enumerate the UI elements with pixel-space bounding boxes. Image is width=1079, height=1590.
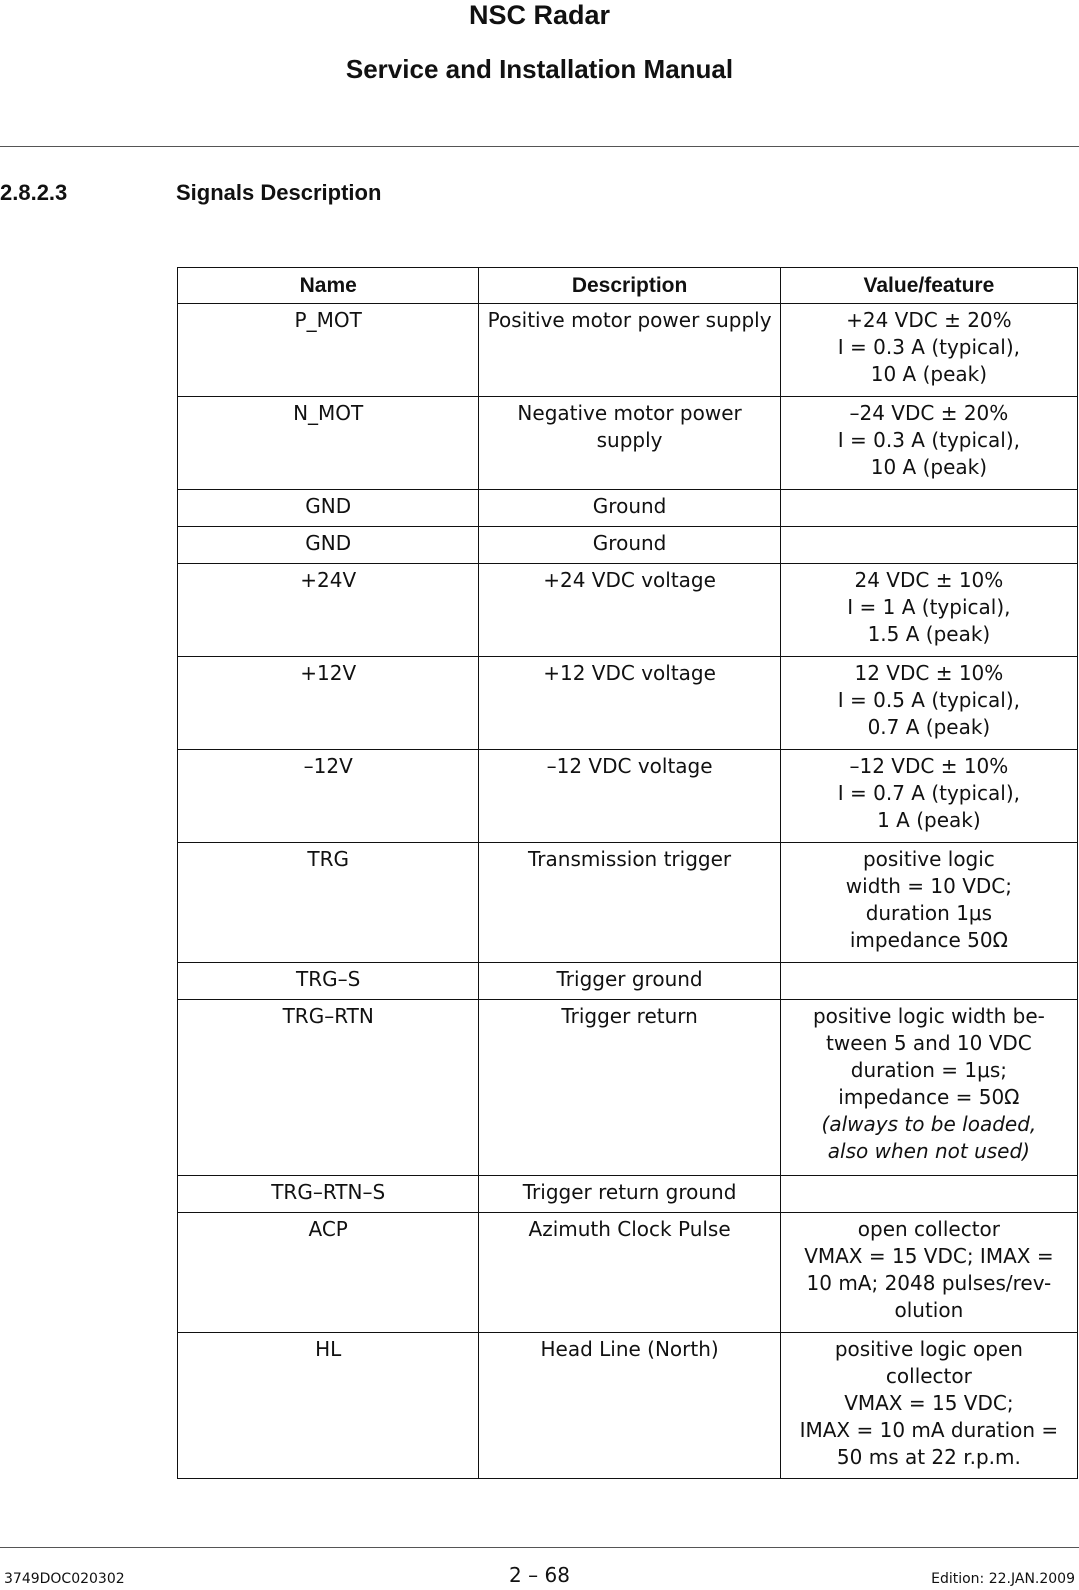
signal-name: TRG–S	[178, 963, 479, 1000]
signal-value-line: VMAX = 15 VDC;	[844, 1391, 1014, 1415]
signal-value-line: open collector	[857, 1217, 1000, 1241]
signal-value	[780, 963, 1077, 1000]
signal-value-line: positive logic open	[834, 1337, 1023, 1361]
signal-name: –12V	[178, 750, 479, 843]
signal-value	[780, 843, 1077, 963]
table-row	[178, 843, 1078, 963]
column-header-value: Value/feature	[780, 268, 1077, 304]
signal-description: Azimuth Clock Pulse	[479, 1213, 780, 1333]
signal-value-line: +24 VDC ± 20%	[846, 308, 1012, 332]
signal-value-line: –12 VDC ± 10%	[849, 754, 1009, 778]
signal-value-line: 50 ms at 22 r.p.m.	[836, 1445, 1021, 1469]
signal-name: +12V	[178, 657, 479, 750]
page-number: 2 – 68	[509, 1563, 570, 1587]
footer-divider	[0, 1547, 1079, 1548]
signal-name: ACP	[178, 1213, 479, 1333]
signal-name: HL	[178, 1333, 479, 1479]
signals-table-body	[178, 304, 1078, 1479]
signal-value-line: 1 A (peak)	[877, 808, 981, 832]
edition-date: Edition: 22.JAN.2009	[931, 1571, 1075, 1587]
signal-value	[780, 490, 1077, 527]
signal-value-line: 1.5 A (peak)	[867, 622, 991, 646]
table-row	[178, 657, 1078, 750]
signal-description: Negative motor power supply	[479, 397, 780, 490]
signal-name: TRG–RTN–S	[178, 1176, 479, 1213]
signal-description: +24 VDC voltage	[479, 564, 780, 657]
signal-description: –12 VDC voltage	[479, 750, 780, 843]
signal-value	[780, 750, 1077, 843]
signal-value-line: collector	[885, 1364, 972, 1388]
table-row	[178, 750, 1078, 843]
signal-value-line: 10 A (peak)	[870, 362, 988, 386]
signal-value-line: –24 VDC ± 20%	[849, 401, 1009, 425]
signal-value	[780, 1176, 1077, 1213]
signal-value-line: duration = 1μs;	[850, 1058, 1008, 1082]
table-row	[178, 1333, 1078, 1479]
signal-description: Positive motor power supply	[479, 304, 780, 397]
table-row	[178, 1000, 1078, 1176]
table-row	[178, 527, 1078, 564]
signal-value-line: (always to be loaded,	[821, 1112, 1037, 1136]
signal-value-line: 12 VDC ± 10%	[854, 661, 1004, 685]
signal-value-line: I = 1 A (typical),	[847, 595, 1011, 619]
signal-name: GND	[178, 527, 479, 564]
signal-value	[780, 304, 1077, 397]
table-row	[178, 304, 1078, 397]
signal-value-line: I = 0.5 A (typical),	[837, 688, 1021, 712]
section-title: Signals Description	[176, 180, 382, 205]
signal-value-line: impedance 50Ω	[849, 928, 1008, 952]
signal-value	[780, 1000, 1077, 1176]
signal-value-line: I = 0.3 A (typical),	[837, 428, 1021, 452]
signal-value	[780, 397, 1077, 490]
column-header-name: Name	[178, 268, 479, 304]
document-title: NSC Radar	[468, 0, 611, 30]
section-number: 2.8.2.3	[0, 180, 68, 205]
signal-value-line: tween 5 and 10 VDC	[826, 1031, 1032, 1055]
signal-description: Trigger return	[479, 1000, 780, 1176]
signal-value-line: duration 1μs	[865, 901, 993, 925]
signal-value-line: impedance = 50Ω	[838, 1085, 1020, 1109]
signal-value	[780, 1213, 1077, 1333]
signal-description: Ground	[479, 490, 780, 527]
signal-description: Transmission trigger	[479, 843, 780, 963]
table-row	[178, 564, 1078, 657]
signal-description: +12 VDC voltage	[479, 657, 780, 750]
signal-value-line: 10 mA; 2048 pulses/rev-	[806, 1271, 1052, 1295]
signal-description: Head Line (North)	[479, 1333, 780, 1479]
signal-value	[780, 1333, 1077, 1479]
signal-value-line: 24 VDC ± 10%	[854, 568, 1004, 592]
column-header-description: Description	[479, 268, 780, 304]
table-row	[178, 490, 1078, 527]
signal-value-line: I = 0.3 A (typical),	[837, 335, 1021, 359]
signal-value-line: olution	[894, 1298, 964, 1322]
signal-value-line: 10 A (peak)	[870, 455, 988, 479]
signal-value-line: 0.7 A (peak)	[867, 715, 991, 739]
signal-name: N_MOT	[178, 397, 479, 490]
signal-value-line: width = 10 VDC;	[845, 874, 1012, 898]
document-code: 3749DOC020302	[4, 1571, 125, 1587]
signal-value-line: I = 0.7 A (typical),	[837, 781, 1021, 805]
signal-value-line: IMAX = 10 mA duration =	[799, 1418, 1059, 1442]
signal-name: TRG	[178, 843, 479, 963]
header-divider	[0, 146, 1079, 147]
signal-value	[780, 657, 1077, 750]
signal-description: Trigger ground	[479, 963, 780, 1000]
document-subtitle: Service and Installation Manual	[345, 54, 734, 84]
table-header-row	[178, 268, 1078, 304]
table-row	[178, 963, 1078, 1000]
table-row	[178, 397, 1078, 490]
signal-value-line: positive logic	[862, 847, 995, 871]
signal-description: Ground	[479, 527, 780, 564]
signal-name: GND	[178, 490, 479, 527]
signal-value-line: also when not used)	[827, 1139, 1030, 1163]
signal-description: Trigger return ground	[479, 1176, 780, 1213]
signal-value	[780, 527, 1077, 564]
table-row	[178, 1176, 1078, 1213]
table-row	[178, 1213, 1078, 1333]
signal-value	[780, 564, 1077, 657]
signal-name: P_MOT	[178, 304, 479, 397]
signal-name: TRG–RTN	[178, 1000, 479, 1176]
signal-name: +24V	[178, 564, 479, 657]
signal-value-line: VMAX = 15 VDC; IMAX =	[804, 1244, 1054, 1268]
signals-table	[177, 267, 1078, 1479]
signal-value-line: positive logic width be-	[812, 1004, 1045, 1028]
